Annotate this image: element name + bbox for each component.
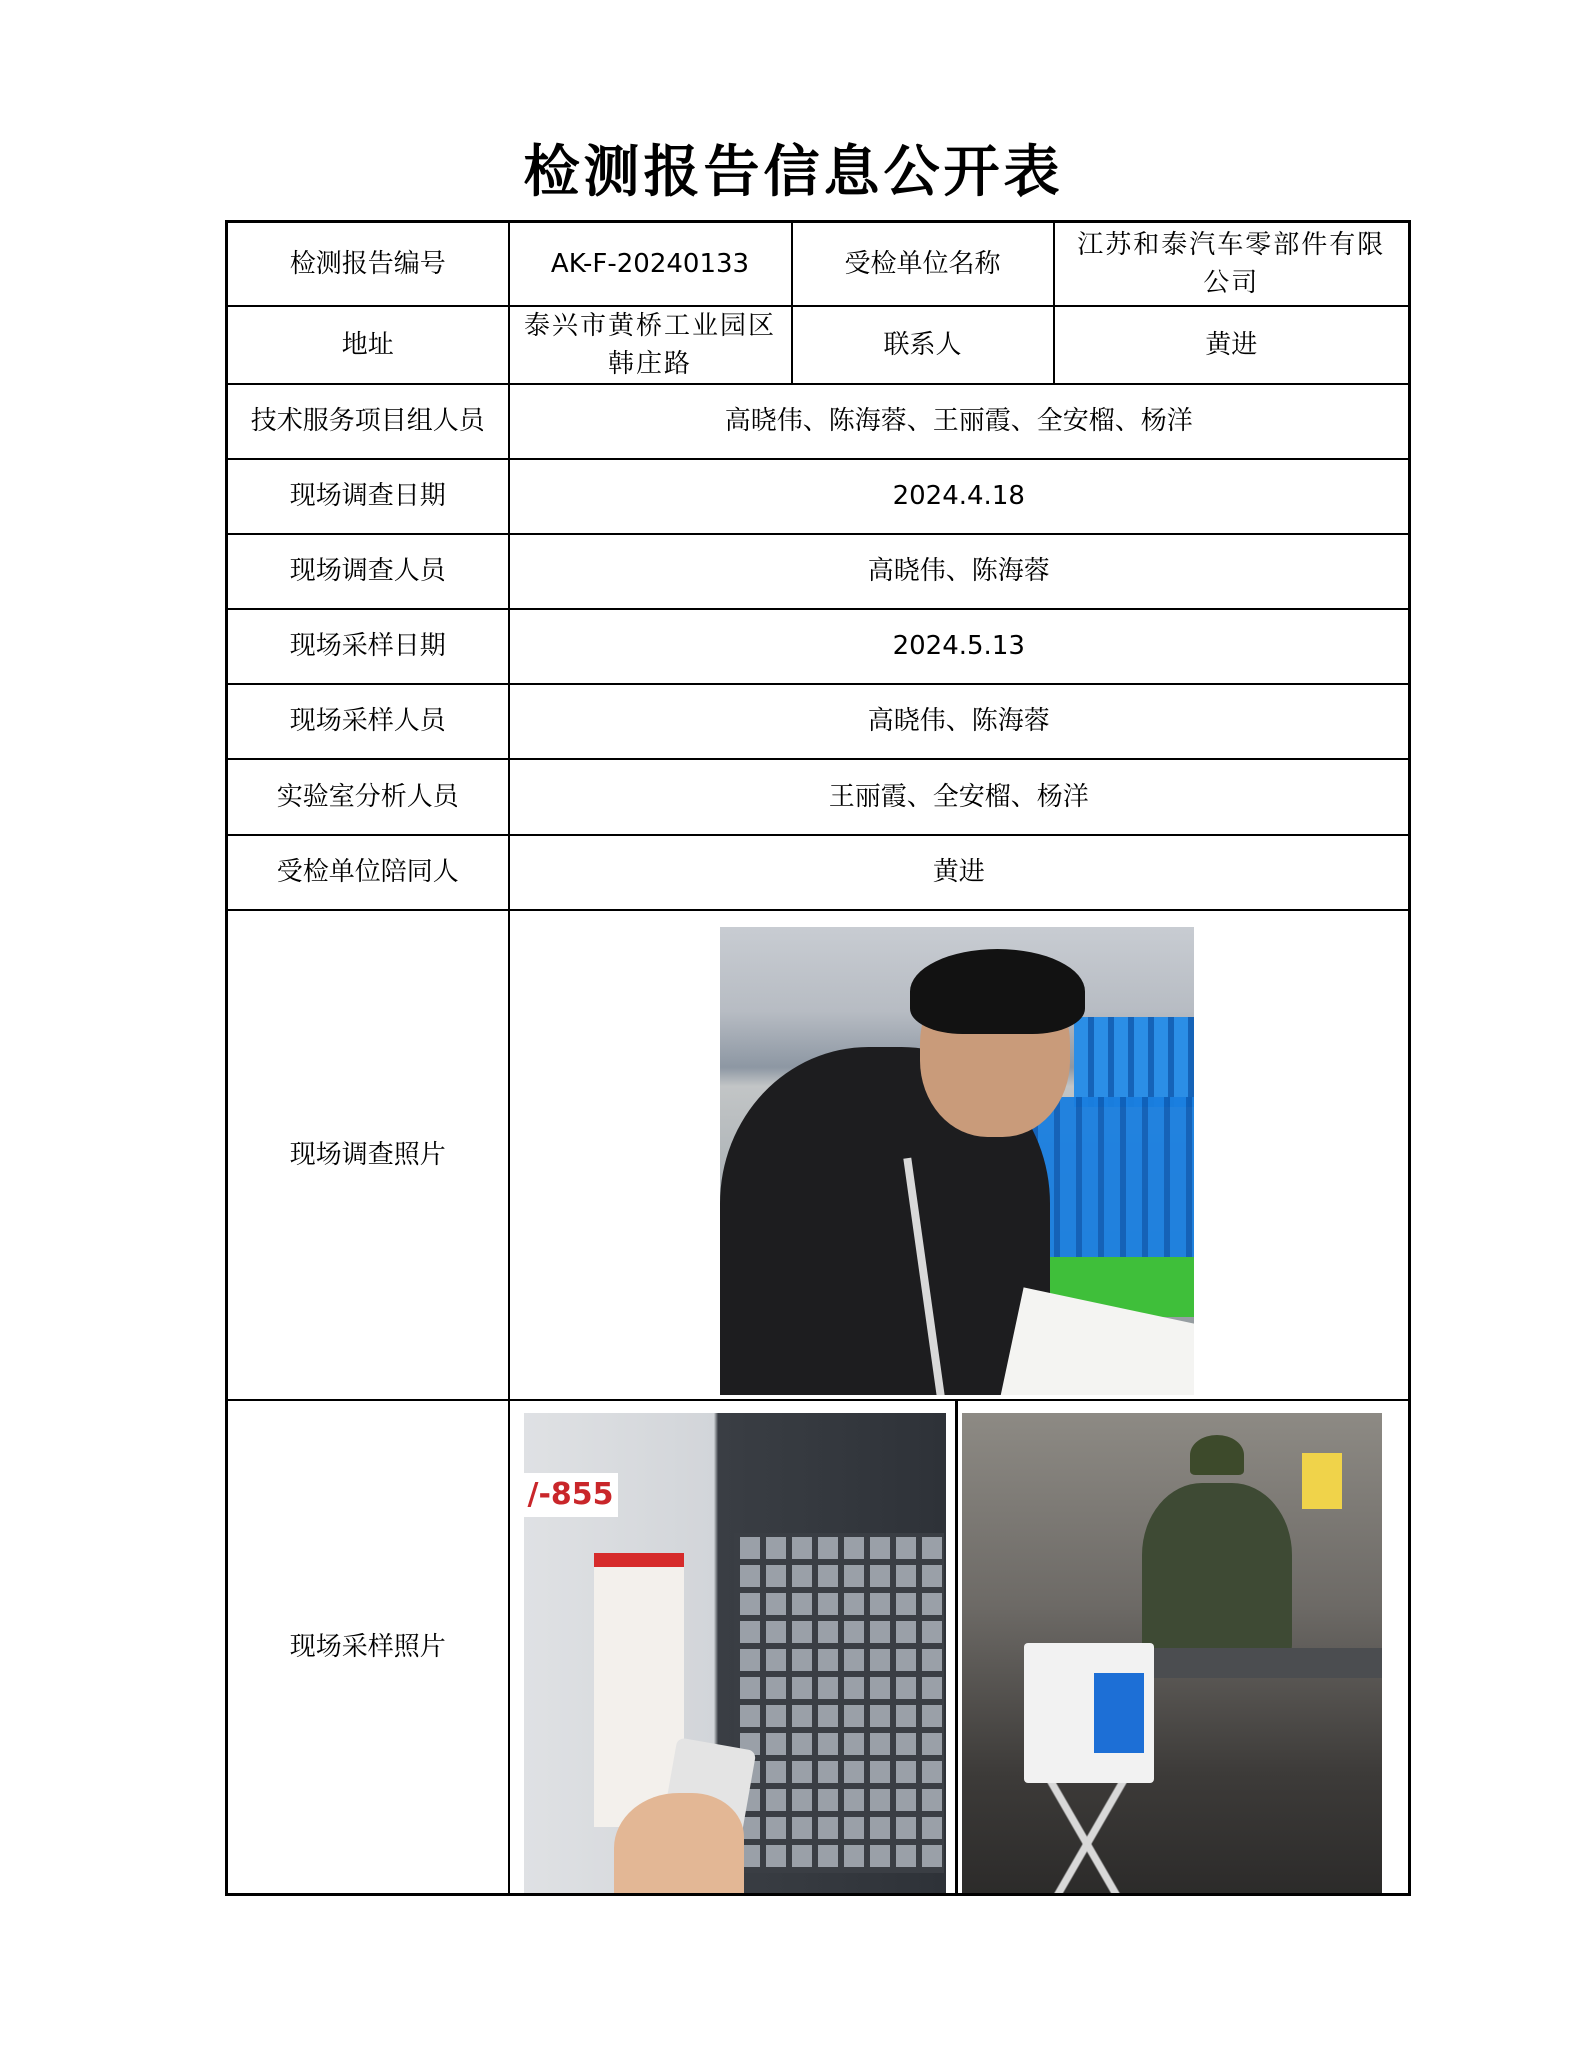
table-row bbox=[227, 459, 1410, 534]
survey-date-value: 2024.4.18 bbox=[509, 459, 1410, 534]
survey-photo-cell bbox=[509, 910, 1410, 1400]
escort-value: 黄进 bbox=[509, 835, 1410, 910]
survey-date-label: 现场调查日期 bbox=[227, 459, 509, 534]
address-value: 泰兴市黄桥工业园区韩庄路 bbox=[509, 306, 792, 384]
table-row bbox=[227, 835, 1410, 910]
table-row bbox=[227, 759, 1410, 835]
sampling-photo-noise-meter bbox=[524, 1413, 946, 1893]
sampling-photo-cell bbox=[509, 1400, 1410, 1895]
page-title: 检测报告信息公开表 bbox=[523, 140, 1064, 205]
table-row bbox=[227, 384, 1410, 459]
address-label: 地址 bbox=[227, 306, 509, 384]
survey-photo-label: 现场调查照片 bbox=[227, 910, 509, 1400]
table-row bbox=[227, 222, 1410, 306]
team-value: 高晓伟、陈海蓉、王丽霞、全安榴、杨洋 bbox=[509, 384, 1410, 459]
table-row bbox=[227, 534, 1410, 609]
escort-label: 受检单位陪同人 bbox=[227, 835, 509, 910]
survey-photo bbox=[720, 927, 1194, 1395]
table-row bbox=[227, 1400, 1410, 1895]
lab-staff-value: 王丽霞、全安榴、杨洋 bbox=[509, 759, 1410, 835]
photo-divider bbox=[955, 1401, 958, 1894]
table-row bbox=[227, 910, 1410, 1400]
lab-staff-label: 实验室分析人员 bbox=[227, 759, 509, 835]
unit-name-label: 受检单位名称 bbox=[792, 222, 1054, 306]
table-row bbox=[227, 684, 1410, 759]
sampling-photo-label: 现场采样照片 bbox=[227, 1400, 509, 1895]
report-no-label: 检测报告编号 bbox=[227, 222, 509, 306]
contact-value: 黄进 bbox=[1054, 306, 1410, 384]
contact-label: 联系人 bbox=[792, 306, 1054, 384]
machine-label: /-855 bbox=[524, 1473, 618, 1517]
survey-staff-label: 现场调查人员 bbox=[227, 534, 509, 609]
unit-name-value: 江苏和泰汽车零部件有限公司 bbox=[1054, 222, 1410, 306]
sampling-staff-value: 高晓伟、陈海蓉 bbox=[509, 684, 1410, 759]
team-label: 技术服务项目组人员 bbox=[227, 384, 509, 459]
table-row bbox=[227, 306, 1410, 384]
table-row bbox=[227, 609, 1410, 684]
sampling-date-value: 2024.5.13 bbox=[509, 609, 1410, 684]
report-no-value: AK-F-20240133 bbox=[509, 222, 792, 306]
sampling-staff-label: 现场采样人员 bbox=[227, 684, 509, 759]
report-table bbox=[225, 220, 1411, 1896]
survey-staff-value: 高晓伟、陈海蓉 bbox=[509, 534, 1410, 609]
sampling-photo-air-sampler bbox=[962, 1413, 1382, 1893]
sampling-date-label: 现场采样日期 bbox=[227, 609, 509, 684]
